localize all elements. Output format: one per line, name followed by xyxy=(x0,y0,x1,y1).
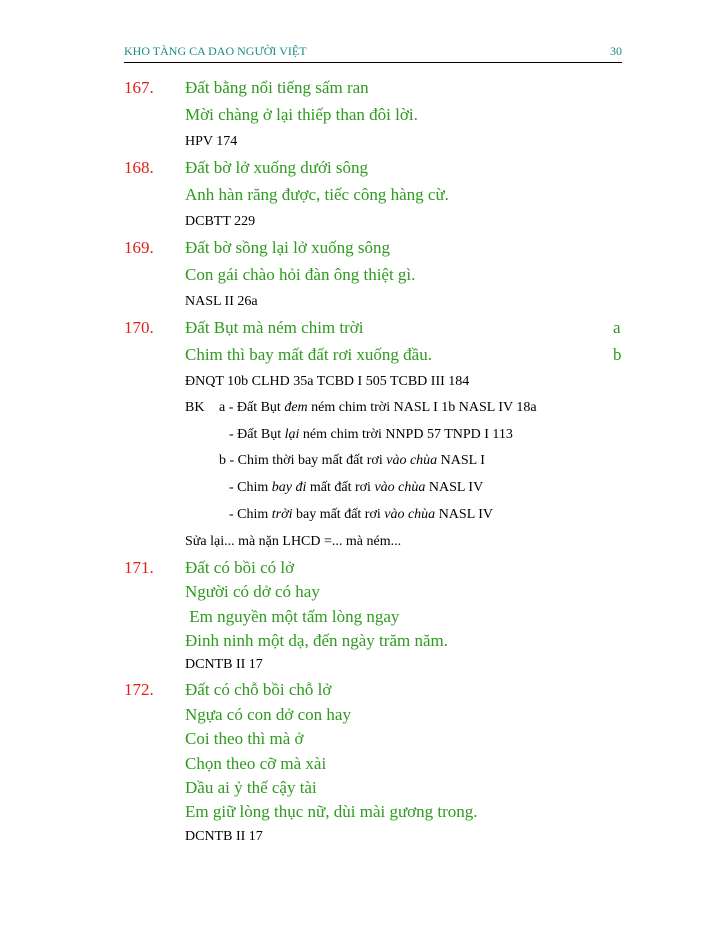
variant-line: - Đất Bụt lại ném chim trời NNPD 57 TNPD I 113 xyxy=(229,427,513,442)
variant-line: - Chim bay đi mất đất rơi vào chùa NASL IV xyxy=(229,480,484,495)
verse-line: Đất có chỗ bồi chỗ lở xyxy=(185,680,332,699)
verse-line: Đất Bụt mà ném chim trời xyxy=(185,318,364,337)
verse-line: Đất bờ sồng lại lở xuống sông xyxy=(185,238,390,257)
verse-line: Đất bằng nổi tiếng sấm ran xyxy=(185,78,369,97)
verse-line: Anh hàn răng được, tiếc công hàng cừ. xyxy=(185,185,449,204)
verse-line: Ngựa có con dở con hay xyxy=(185,705,351,724)
verse-line: Chọn theo cỡ mà xài xyxy=(185,754,327,773)
variant-label: BK xyxy=(185,400,205,415)
verse-line: Đất bờ lở xuống dưới sông xyxy=(185,158,369,177)
source-ref: DCNTB II 17 xyxy=(185,829,263,844)
entry-number: 171. xyxy=(124,558,154,577)
page-number: 30 xyxy=(610,44,622,58)
verse-line: Em nguyền một tấm lòng ngay xyxy=(185,607,400,626)
entry-number: 167. xyxy=(124,78,154,97)
variant-line: - Chim trời bay mất đất rơi vào chùa NASL IV xyxy=(229,507,493,522)
variant-line: a - Đất Bụt đem ném chim trời NASL I 1b NASL IV 18a xyxy=(219,400,537,415)
book-title: KHO TÀNG CA DAO NGƯỜI VIỆT xyxy=(124,44,307,58)
correction-note: Sửa lại... mà nặn LHCD =... mà ném... xyxy=(185,534,402,549)
entry-number: 168. xyxy=(124,158,154,177)
variant-line: b - Chim thời bay mất đất rơi vào chùa NASL I xyxy=(219,453,485,468)
verse-line: Mời chàng ở lại thiếp than đôi lời. xyxy=(185,105,418,124)
verse-line: Đinh ninh một dạ, đến ngày trăm năm. xyxy=(185,631,448,650)
verse-line: Em giữ lòng thục nữ, dùi mài gương trong. xyxy=(185,802,478,821)
entry-number: 172. xyxy=(124,680,154,699)
line-tag: b xyxy=(613,345,622,364)
verse-line: Đất có bồi có lở xyxy=(185,558,295,577)
source-ref: NASL II 26a xyxy=(185,294,258,309)
page-header xyxy=(124,44,622,63)
verse-line: Chim thì bay mất đất rơi xuống đầu. xyxy=(185,345,432,364)
verse-line: Con gái chào hỏi đàn ông thiệt gì. xyxy=(185,265,416,284)
source-ref: HPV 174 xyxy=(185,134,238,149)
line-tag: a xyxy=(613,318,621,337)
verse-line: Người có dở có hay xyxy=(185,582,320,601)
source-ref: DCNTB II 17 xyxy=(185,657,263,672)
verse-line: Dầu ai ỷ thế cậy tài xyxy=(185,778,317,797)
source-ref: DCBTT 229 xyxy=(185,214,256,229)
verse-line: Coi theo thì mà ở xyxy=(185,729,304,748)
entry-number: 169. xyxy=(124,238,154,257)
entry-number: 170. xyxy=(124,318,154,337)
source-ref: ĐNQT 10b CLHD 35a TCBD I 505 TCBD III 184 xyxy=(185,374,470,389)
